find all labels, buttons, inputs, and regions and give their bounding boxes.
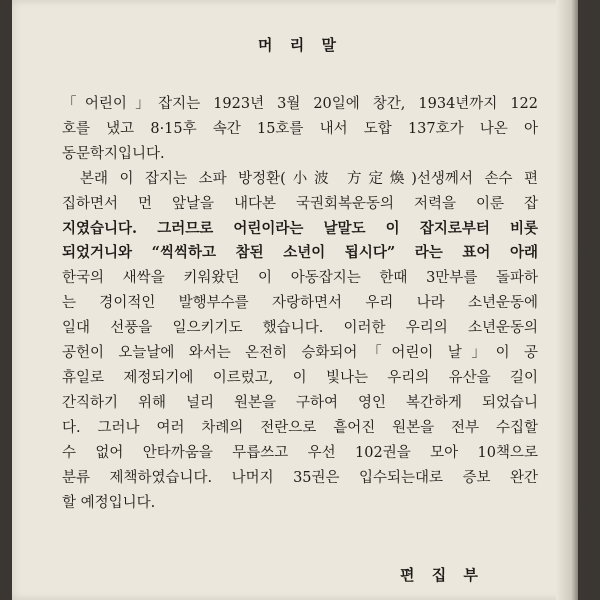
text-line: 지였습니다. 그러므로 어린이라는 날말도 이 잡지로부터 비롯	[62, 219, 538, 237]
text-line: 다. 그러나 여러 차례의 전란으로 흩어진 원본을 전부 수집할	[62, 419, 538, 436]
text-line: 간직하기 위해 널리 원본을 구하여 영인 복간하게 되었습니	[62, 394, 538, 411]
paragraph-1	[62, 92, 538, 167]
text-line: 되었거니와 “씩씩하고 참된 소년이 됩시다” 라는 표어 아래	[62, 244, 538, 262]
text-line: 일대 선풍을 일으키기도 했습니다. 이러한 우리의 소년운동의	[62, 320, 538, 337]
text-line: 휴일로 제정되기에 이르렀고, 이 빛나는 우리의 유산을 길이	[62, 369, 538, 386]
paragraph-2	[62, 167, 538, 516]
text-line: 본래 이 잡지는 소파 방정환(小波 方定煥)선생께서 손수 편	[80, 170, 538, 187]
preface-body	[62, 92, 538, 515]
text-line: 「어린이」잡지는 1923년 3월 20일에 창간, 1934년까지 122	[62, 96, 538, 112]
text-line: 한국의 새싹을 키워왔던 이 아동잡지는 한때 3만부를 돌파하	[62, 270, 538, 287]
text-line: 분류 제책하였습니다. 나머지 35권은 입수되는대로 증보 완간	[62, 469, 538, 486]
text-line: 는 경이적인 발행부수를 자랑하면서 우리 나라 소년운동에	[62, 295, 538, 312]
text-line: 호를 냈고 8·15후 속간 15호를 내서 도합 137호가 나온 아	[62, 120, 538, 137]
signature-editorial-dept: 편 집 부	[400, 566, 484, 584]
page-title: 머 리 말	[258, 36, 342, 54]
text-line: 할 예정입니다.	[62, 494, 156, 511]
text-line: 집하면서 먼 앞날을 내다본 국권회복운동의 저력을 이룬 잡	[62, 195, 538, 212]
text-line: 공헌이 오늘날에 와서는 온전히 승화되어「어린이 날」이 공	[62, 345, 538, 362]
text-line: 수 없어 안타까움을 무릅쓰고 우선 102권을 모아 10책으로	[62, 444, 538, 461]
text-line: 동문학지입니다.	[62, 145, 165, 162]
page-gutter	[556, 0, 578, 600]
